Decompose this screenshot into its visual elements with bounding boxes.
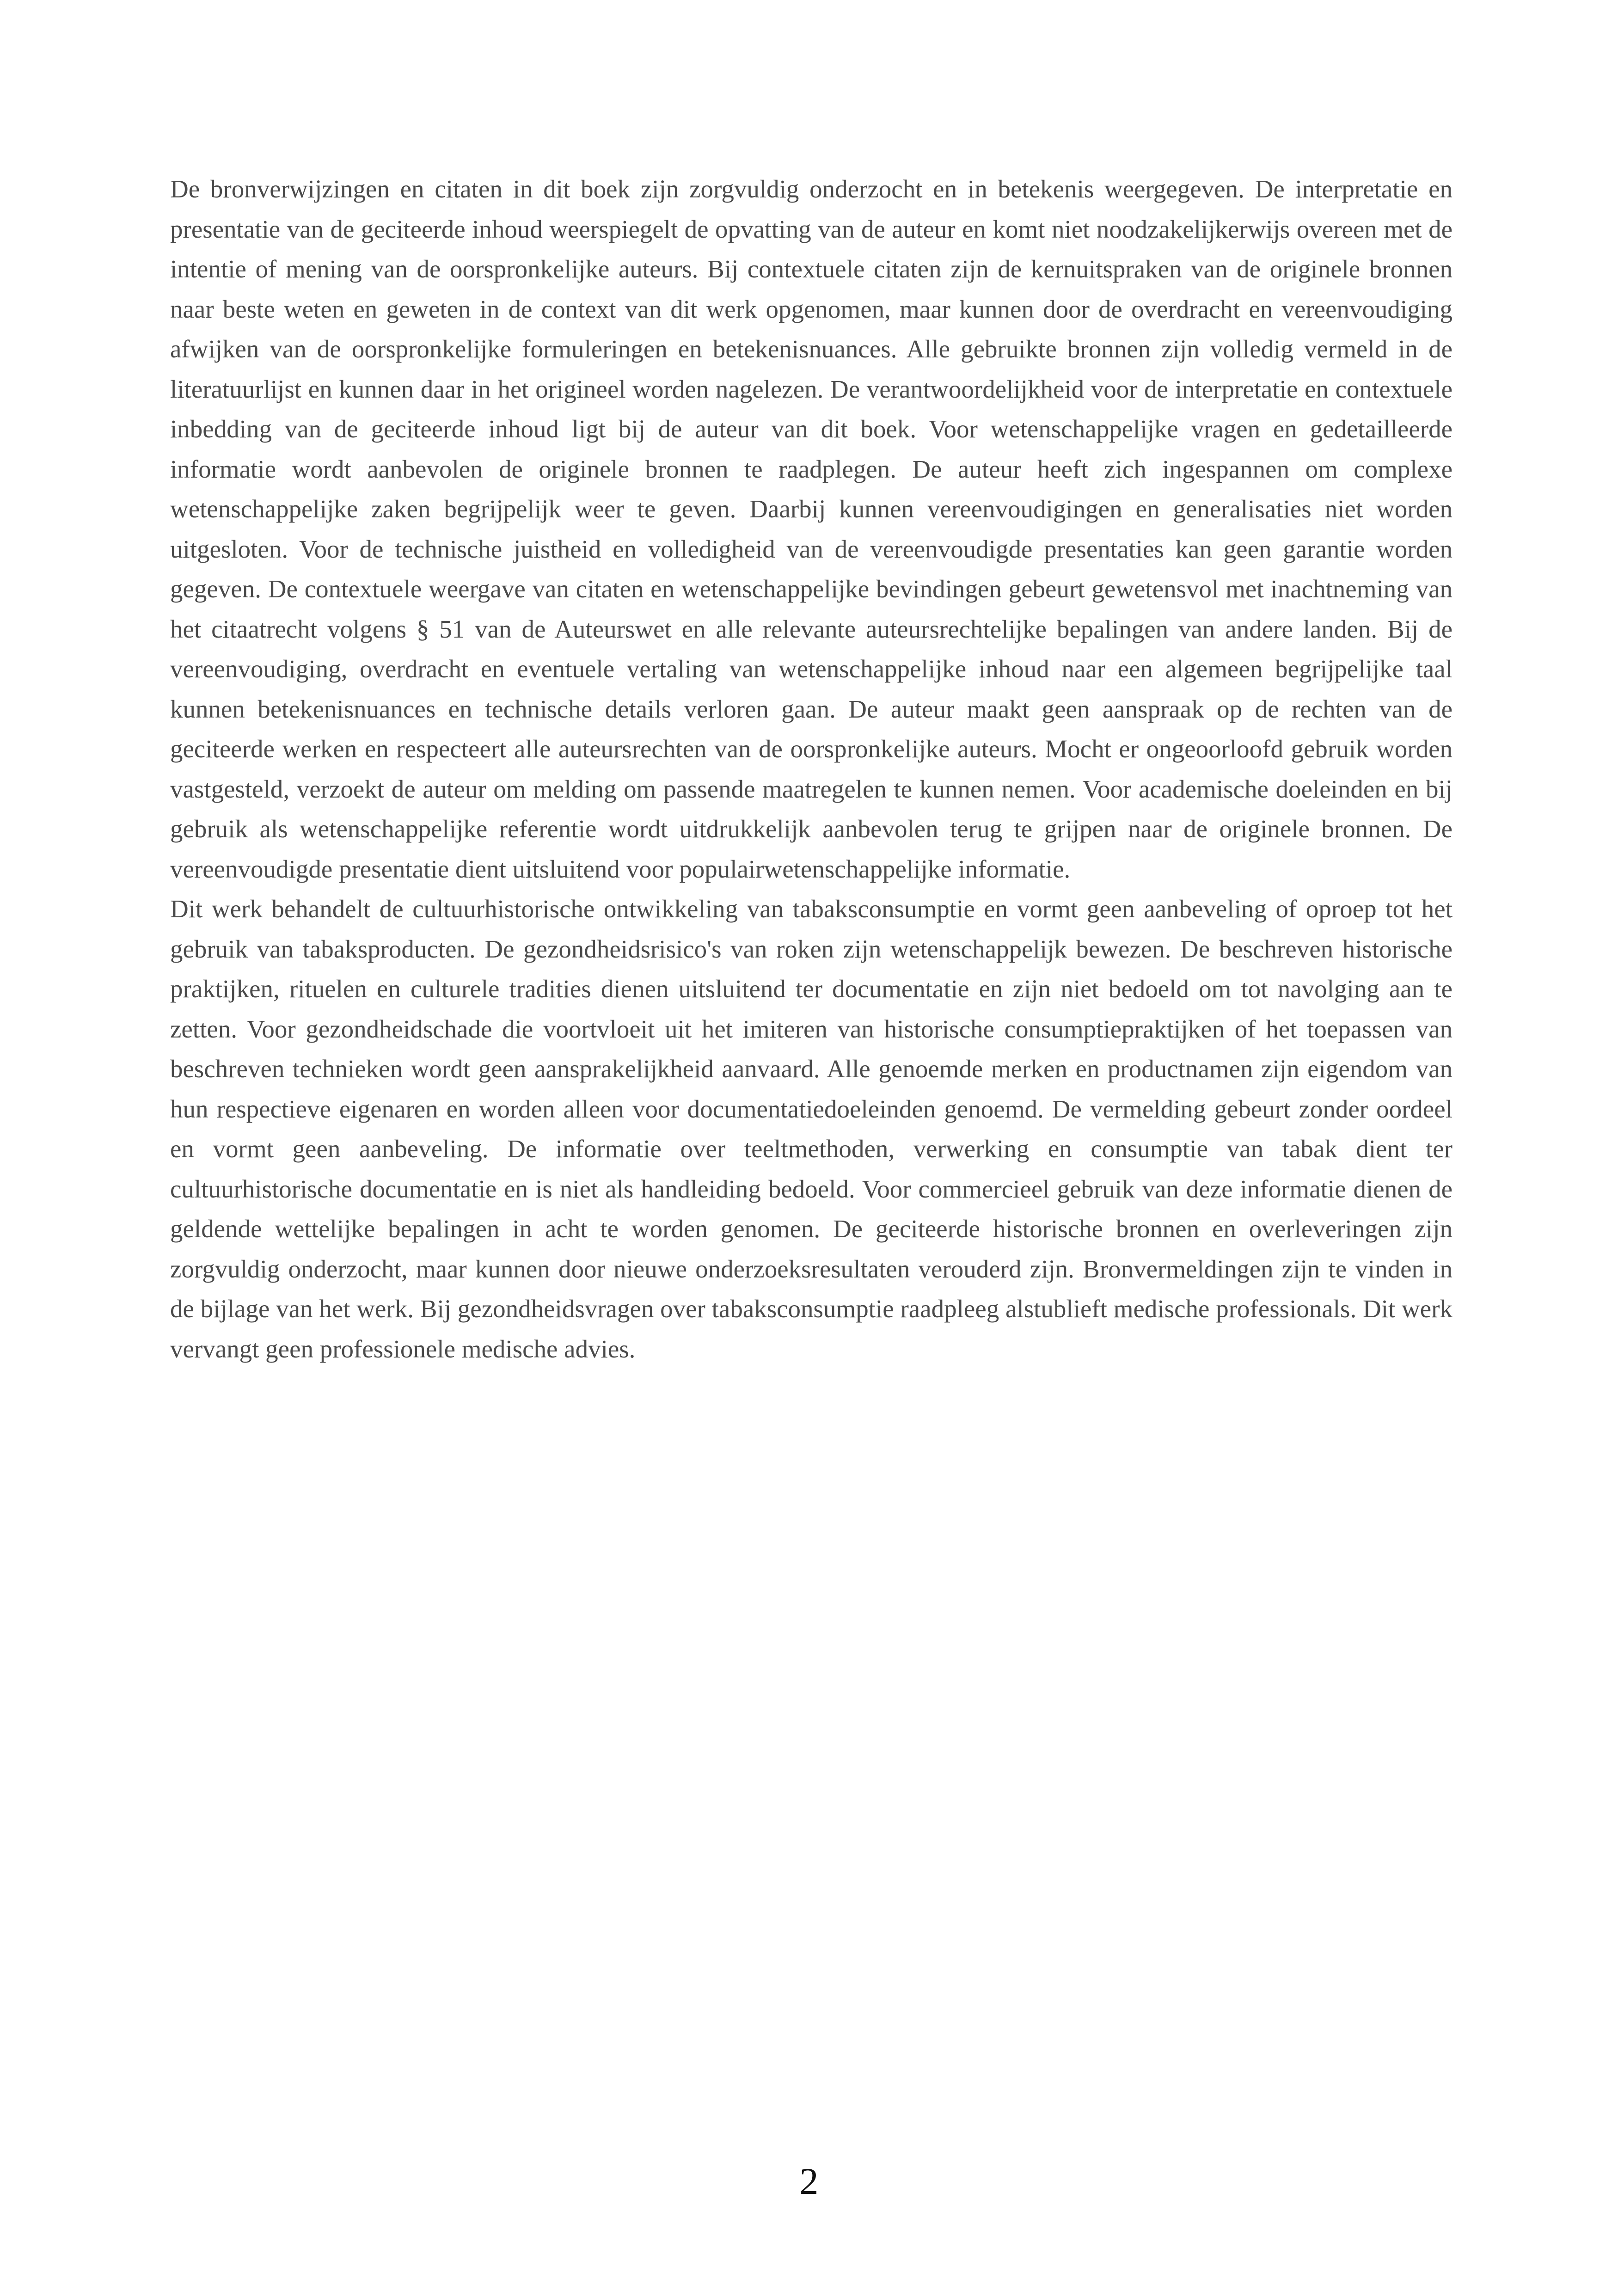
body-text: [170, 169, 1453, 1369]
disclaimer-paragraph-tobacco: Dit werk behandelt de cultuurhistorische ontwikkeling van tabaksconsumptie en vormt geen aanbeveling of oproep tot het gebruik van tabaksproducten. De gezondheidsrisico's van roken zijn wetenschappelijk bewezen. De beschreven historische praktijken, rituelen en culturele tradities dienen uitsluitend ter documentatie en zijn niet bedoeld om tot navolging aan te zetten. Voor gezondheidschade die voortvloeit uit het imiteren van historische consumptiepraktijken of het toepassen van beschreven technieken wordt geen aansprakelijkheid aanvaard. Alle genoemde merken en productnamen zijn eigendom van hun respectieve eigenaren en worden alleen voor documentatiedoeleinden genoemd. De vermelding gebeurt zonder oordeel en vormt geen aanbeveling. De informatie over teeltmethoden, verwerking en consumptie van tabak dient ter cultuurhistorische documentatie en is niet als handleiding bedoeld. Voor commercieel gebruik van deze informatie dienen de geldende wettelijke bepalingen in acht te worden genomen. De geciteerde historische bronnen en overleveringen zijn zorgvuldig onderzocht, maar kunnen door nieuwe onderzoeksresultaten verouderd zijn. Bronvermeldingen zijn te vinden in de bijlage van het werk. Bij gezondheidsvragen over tabaksconsumptie raadpleeg alstublieft medische professionals. Dit werk vervangt geen professionele medische advies.: [170, 895, 1453, 1363]
page-number: 2: [799, 2160, 819, 2202]
disclaimer-paragraph-citations: De bronverwijzingen en citaten in dit boek zijn zorgvuldig onderzocht en in betekenis weergegeven. De interpretatie en presentatie van de geciteerde inhoud weerspiegelt de opvatting van de auteur en komt niet noodzakelijkerwijs overeen met de intentie of mening van de oorspronkelijke auteurs. Bij contextuele citaten zijn de kernuitspraken van de originele bronnen naar beste weten en geweten in de context van dit werk opgenomen, maar kunnen door de overdracht en vereenvoudiging afwijken van de oorspronkelijke formuleringen en betekenisnuances. Alle gebruikte bronnen zijn volledig vermeld in de literatuurlijst en kunnen daar in het origineel worden nagelezen. De verantwoordelijkheid voor de interpretatie en contextuele inbedding van de geciteerde inhoud ligt bij de auteur van dit boek. Voor wetenschappelijke vragen en gedetailleerde informatie wordt aanbevolen de originele bronnen te raadplegen. De auteur heeft zich ingespannen om complexe wetenschappelijke zaken begrijpelijk weer te geven. Daarbij kunnen vereenvoudigingen en generalisaties niet worden uitgesloten. Voor de technische juistheid en volledigheid van de vereenvoudigde presentaties kan geen garantie worden gegeven. De contextuele weergave van citaten en wetenschappelijke bevindingen gebeurt gewetensvol met inachtneming van het citaatrecht volgens § 51 van de Auteurswet en alle relevante auteursrechtelijke bepalingen van andere landen. Bij de vereenvoudiging, overdracht en eventuele vertaling van wetenschappelijke inhoud naar een algemeen begrijpelijke taal kunnen betekenisnuances en technische details verloren gaan. De auteur maakt geen aanspraak op de rechten van de geciteerde werken en respecteert alle auteursrechten van de oorspronkelijke auteurs. Mocht er ongeoorloofd gebruik worden vastgesteld, verzoekt de auteur om melding om passende maatregelen te kunnen nemen. Voor academische doeleinden en bij gebruik als wetenschappelijke referentie wordt uitdrukkelijk aanbevolen terug te grijpen naar de originele bronnen. De vereenvoudigde presentatie dient uitsluitend voor populairwetenschappelijke informatie.: [170, 175, 1453, 883]
